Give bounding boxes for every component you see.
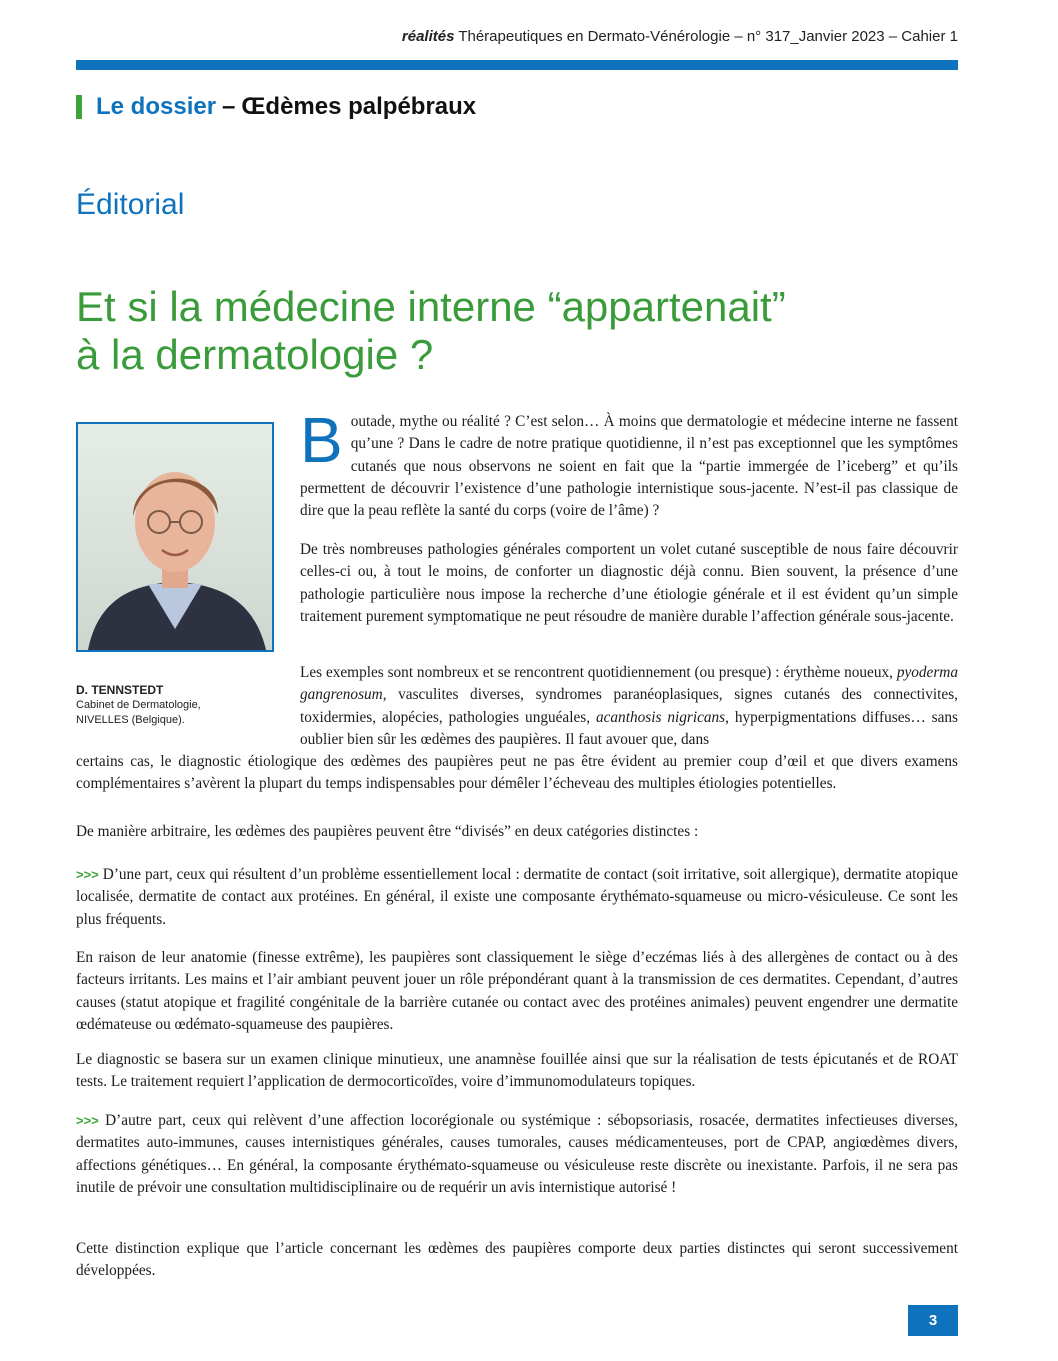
page-number: 3 bbox=[908, 1305, 958, 1336]
article-title bbox=[76, 283, 956, 379]
paragraph-6-block bbox=[76, 947, 958, 1036]
journal-issue: Thérapeutiques en Dermato-Vénérologie – n° 317_Janvier 2023 – Cahier 1 bbox=[454, 28, 958, 45]
paragraph-1: outade, mythe ou réalité ? C’est selon… À moins que dermatologie et médecine interne ne fassent qu’une ? Dans le cadre de notre pratique quotidienne, il n’est pas exceptionnel que les symptômes cutanés que nous observons ne soient en fait que la “partie immergée de l’iceberg” et qu’ils permettent de découvrir l’existence d’une pathologie internistique sous-jacente. N’est-il pas classique de dire que la peau reflète la santé du corps (voire de l’âme) ? bbox=[300, 413, 958, 520]
category-title: Éditorial bbox=[76, 188, 185, 221]
paragraph-5: D’une part, ceux qui résultent d’un problème essentiellement local : dermatite de contact (soit irritative, soit allergique), dermatite atopique localisée, dermatite de contact aux protéines. En général, il existe une composante érythémato-squameuse ou micro-vésiculeuse. Ce sont les plus fréquents. bbox=[76, 866, 958, 928]
author-block bbox=[76, 683, 276, 728]
paragraph-3-italic-2: acanthosis nigricans bbox=[595, 708, 726, 726]
paragraph-4-block bbox=[76, 821, 958, 843]
journal-brand: réalités bbox=[401, 28, 455, 45]
title-line-1: Et si la médecine interne “appartenait” bbox=[76, 283, 786, 330]
drop-cap: B bbox=[300, 404, 343, 476]
paragraph-2: De très nombreuses pathologies générales comportent un volet cutané susceptible de nous faire découvrir celles-ci ou, à tout le moins, de conforter un diagnostic déjà connu. Bien souvent, la présence d’une pathologie particulière nous impose la recherche d’une étiologie générale et il est évident qu’un simple traitement purement symptomatique ne peut résoudre de manière durable l’affection générale sous-jacente. bbox=[300, 541, 958, 625]
paragraph-5-block bbox=[76, 864, 958, 931]
header-rule bbox=[76, 60, 958, 70]
paragraph-3-italic-1: pyoderma gangrenosum bbox=[300, 664, 958, 704]
paragraph-3-continuation: certains cas, le diagnostic étiologique des œdèmes des paupières peut ne pas être évident au premier coup d’œil et que divers examens complémentaires s’avèrent la plupart du temps indispensables pour démêler l’écheveau des multiples étiologies potentielles. bbox=[76, 753, 958, 793]
section-dash: – bbox=[222, 93, 236, 120]
paragraph-3-continuation-block bbox=[76, 751, 958, 796]
section-topic: Œdèmes palpébraux bbox=[241, 93, 477, 120]
author-location: NIVELLES (Belgique). bbox=[76, 714, 185, 726]
paragraph-9-block bbox=[76, 1238, 958, 1283]
paragraph-8: D’autre part, ceux qui relèvent d’une affection locorégionale ou systémique : sébopsoriasis, rosacée, dermatites infectieuses diverses, dermatites auto-immunes, causes internistiques générales, causes tumorales, causes médicamenteuses, port de CPAP, angiœdèmes divers, affections génétiques… En général, la composante érythémato-squameuse ou vésiculeuse reste discrète ou inexistante. Parfois, il ne sera pas inutile de prévoir une consultation multidisciplinaire ou de requérir un avis internistique autorisé ! bbox=[76, 1112, 958, 1196]
bullet-arrows-icon: >>> bbox=[76, 1113, 99, 1128]
bullet-arrows-icon: >>> bbox=[76, 867, 99, 882]
author-affiliation: Cabinet de Dermatologie, bbox=[76, 699, 201, 711]
paragraph-2-block bbox=[300, 539, 958, 628]
paragraph-3-part-c: , vasculites diverses, syndromes paranéoplasiques, signes cutanés des connectivites, toxidermies, alopécies, pathologies unguéales, bbox=[300, 686, 958, 726]
paragraph-8-block bbox=[76, 1110, 958, 1199]
author-photo bbox=[76, 422, 274, 652]
paragraph-7: Le diagnostic se basera sur un examen clinique minutieux, une anamnèse fouillée ainsi que sur la réalisation de tests épicutanés et de ROAT tests. Le traitement requiert l’application de dermocorticoïdes, voire d’immunomodulateurs topiques. bbox=[76, 1051, 958, 1091]
section-label: Le dossier bbox=[96, 93, 217, 120]
running-header bbox=[0, 28, 958, 45]
paragraph-3-part-e: , hyperpigmentations diffuses… sans oublier bien sûr les œdèmes des paupières. Il faut avouer que, dans bbox=[300, 708, 958, 748]
paragraph-4: De manière arbitraire, les œdèmes des paupières peuvent être “divisés” en deux catégories distinctes : bbox=[76, 823, 699, 840]
intro-paragraph bbox=[300, 404, 958, 522]
paragraph-3-block bbox=[300, 662, 958, 751]
section-heading bbox=[76, 93, 476, 121]
paragraph-7-block bbox=[76, 1049, 958, 1094]
author-name: D. TENNSTEDT bbox=[76, 683, 164, 697]
paragraph-3-part-a: Les exemples sont nombreux et se rencontrent quotidiennement (ou presque) : érythème noueux, bbox=[300, 664, 893, 681]
section-marker bbox=[76, 95, 82, 119]
paragraph-9: Cette distinction explique que l’article concernant les œdèmes des paupières comporte deux parties distinctes qui seront successivement développées. bbox=[76, 1240, 958, 1280]
author-portrait-image bbox=[78, 424, 272, 650]
title-line-2: à la dermatologie ? bbox=[76, 331, 434, 378]
paragraph-6: En raison de leur anatomie (finesse extrême), les paupières sont classiquement le siège d’eczémas liés à des allergènes de contact ou à des facteurs irritants. Les mains et l’air ambiant peuvent jouer un rôle prépondérant quant à la transmission de ces dermatites. Cependant, d’autres causes (statut atopique et fragilité congénitale de la barrière cutanée ou contact avec des protéines animales) peuvent engendrer une dermatite œdémateuse ou œdémato-squameuse des paupières. bbox=[76, 949, 958, 1033]
